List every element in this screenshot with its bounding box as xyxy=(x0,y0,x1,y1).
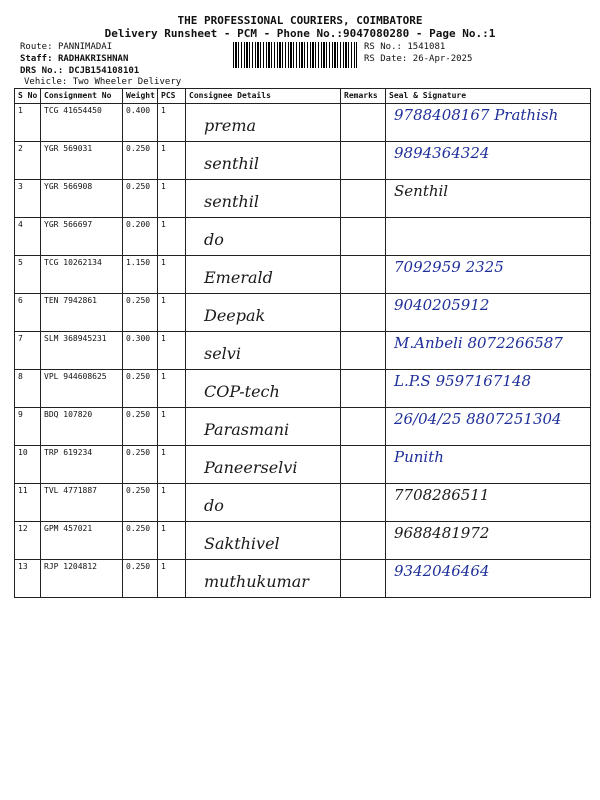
cell-remarks xyxy=(341,180,386,218)
cell-signature xyxy=(386,104,591,142)
cell-sno: 12 xyxy=(15,522,41,560)
cell-consignment: YGR 569031 xyxy=(41,142,123,180)
table-row xyxy=(15,446,591,484)
cell-consignment: TEN 7942861 xyxy=(41,294,123,332)
cell-sno: 11 xyxy=(15,484,41,522)
rs-no-line xyxy=(364,42,445,52)
route-label: Route: xyxy=(20,42,53,52)
cell-sno: 4 xyxy=(15,218,41,256)
signature-handwriting: 9688481972 xyxy=(394,524,490,542)
cell-sno: 9 xyxy=(15,408,41,446)
vehicle-label: Vehicle: xyxy=(24,77,68,87)
cell-pcs: 1 xyxy=(158,218,186,256)
signature-handwriting: Punith xyxy=(394,448,444,466)
table-row xyxy=(15,180,591,218)
cell-remarks xyxy=(341,104,386,142)
cell-pcs: 1 xyxy=(158,522,186,560)
cell-consignment: TRP 619234 xyxy=(41,446,123,484)
cell-pcs: 1 xyxy=(158,332,186,370)
cell-signature xyxy=(386,180,591,218)
cell-signature xyxy=(386,218,591,256)
cell-remarks xyxy=(341,142,386,180)
col-header-consignment: Consignment No xyxy=(41,89,123,104)
cell-pcs: 1 xyxy=(158,142,186,180)
cell-sno: 2 xyxy=(15,142,41,180)
cell-signature xyxy=(386,294,591,332)
cell-weight: 0.250 xyxy=(123,370,158,408)
cell-consignment: VPL 944608625 xyxy=(41,370,123,408)
table-header-row xyxy=(15,89,591,104)
col-header-signature: Seal & Signature xyxy=(386,89,591,104)
signature-handwriting: M.Anbeli 8072266587 xyxy=(394,334,563,352)
cell-consignment: YGR 566908 xyxy=(41,180,123,218)
rs-date-label: RS Date: xyxy=(364,54,408,64)
table-row xyxy=(15,408,591,446)
consignee-handwriting: senthil xyxy=(204,192,259,211)
cell-remarks xyxy=(341,370,386,408)
cell-signature xyxy=(386,332,591,370)
cell-consignment: GPM 457021 xyxy=(41,522,123,560)
consignee-handwriting: Parasmani xyxy=(204,420,290,439)
cell-consignee xyxy=(186,332,341,370)
cell-consignment: TVL 4771887 xyxy=(41,484,123,522)
cell-pcs: 1 xyxy=(158,408,186,446)
cell-pcs: 1 xyxy=(158,484,186,522)
cell-consignee xyxy=(186,218,341,256)
vehicle-line xyxy=(24,77,181,87)
drs-value: DCJB154108101 xyxy=(68,66,140,76)
cell-consignment: SLM 368945231 xyxy=(41,332,123,370)
cell-remarks xyxy=(341,484,386,522)
cell-weight: 0.200 xyxy=(123,218,158,256)
table-row xyxy=(15,484,591,522)
cell-remarks xyxy=(341,218,386,256)
cell-consignee xyxy=(186,522,341,560)
cell-sno: 6 xyxy=(15,294,41,332)
cell-weight: 0.250 xyxy=(123,294,158,332)
table-row xyxy=(15,332,591,370)
cell-remarks xyxy=(341,446,386,484)
staff-line xyxy=(20,54,128,64)
cell-consignee xyxy=(186,446,341,484)
rs-date-line xyxy=(364,54,472,64)
cell-consignee xyxy=(186,256,341,294)
table-body xyxy=(15,104,591,598)
cell-consignee xyxy=(186,560,341,598)
consignee-handwriting: Paneerselvi xyxy=(204,458,298,477)
consignee-handwriting: Deepak xyxy=(204,306,266,325)
cell-weight: 0.250 xyxy=(123,446,158,484)
cell-consignee xyxy=(186,104,341,142)
runsheet-table xyxy=(14,88,591,598)
consignee-handwriting: do xyxy=(204,230,224,249)
consignee-handwriting: selvi xyxy=(204,344,241,363)
cell-signature xyxy=(386,256,591,294)
cell-pcs: 1 xyxy=(158,104,186,142)
cell-signature xyxy=(386,522,591,560)
cell-consignee xyxy=(186,408,341,446)
cell-weight: 0.250 xyxy=(123,484,158,522)
barcode xyxy=(233,42,357,68)
cell-signature xyxy=(386,446,591,484)
signature-handwriting: 9342046464 xyxy=(394,562,490,580)
cell-consignee xyxy=(186,370,341,408)
table-row xyxy=(15,142,591,180)
cell-remarks xyxy=(341,560,386,598)
cell-pcs: 1 xyxy=(158,560,186,598)
cell-consignee xyxy=(186,142,341,180)
signature-handwriting: 9788408167 Prathish xyxy=(394,106,559,124)
cell-sno: 7 xyxy=(15,332,41,370)
cell-sno: 3 xyxy=(15,180,41,218)
company-title: THE PROFESSIONAL COURIERS, COIMBATORE xyxy=(177,14,423,27)
cell-consignment: RJP 1204812 xyxy=(41,560,123,598)
route-line xyxy=(20,42,112,52)
signature-handwriting: 26/04/25 8807251304 xyxy=(394,410,562,428)
drs-label: DRS No.: xyxy=(20,66,64,76)
cell-sno: 1 xyxy=(15,104,41,142)
signature-handwriting: 7708286511 xyxy=(394,486,490,504)
cell-signature xyxy=(386,142,591,180)
cell-pcs: 1 xyxy=(158,256,186,294)
cell-remarks xyxy=(341,332,386,370)
signature-handwriting: 9040205912 xyxy=(394,296,490,314)
table-row xyxy=(15,522,591,560)
cell-pcs: 1 xyxy=(158,446,186,484)
cell-weight: 0.250 xyxy=(123,408,158,446)
table-row xyxy=(15,294,591,332)
cell-sno: 10 xyxy=(15,446,41,484)
cell-weight: 0.250 xyxy=(123,560,158,598)
cell-sno: 5 xyxy=(15,256,41,294)
cell-consignee xyxy=(186,294,341,332)
cell-pcs: 1 xyxy=(158,370,186,408)
cell-consignment: TCG 10262134 xyxy=(41,256,123,294)
rs-no-value: 1541081 xyxy=(407,42,446,52)
cell-consignee xyxy=(186,484,341,522)
signature-handwriting: Senthil xyxy=(394,182,449,200)
route-value: PANNIMADAI xyxy=(57,42,113,52)
table-row xyxy=(15,218,591,256)
cell-weight: 0.400 xyxy=(123,104,158,142)
drs-line xyxy=(20,66,139,76)
col-header-sno: S No xyxy=(15,89,41,104)
consignee-handwriting: do xyxy=(204,496,224,515)
table-row xyxy=(15,370,591,408)
rs-no-label: RS No.: xyxy=(364,42,402,52)
cell-weight: 1.150 xyxy=(123,256,158,294)
cell-consignment: TCG 41654450 xyxy=(41,104,123,142)
col-header-pcs: PCS xyxy=(158,89,186,104)
staff-value: RADHAKRISHNAN xyxy=(57,54,129,64)
consignee-handwriting: prema xyxy=(204,116,257,135)
signature-handwriting: 7092959 2325 xyxy=(394,258,504,276)
cell-remarks xyxy=(341,294,386,332)
cell-signature xyxy=(386,370,591,408)
cell-weight: 0.250 xyxy=(123,180,158,218)
cell-consignment: YGR 566697 xyxy=(41,218,123,256)
consignee-handwriting: senthil xyxy=(204,154,259,173)
table-row xyxy=(15,104,591,142)
signature-handwriting: 9894364324 xyxy=(394,144,490,162)
cell-pcs: 1 xyxy=(158,180,186,218)
table-row xyxy=(15,256,591,294)
cell-signature xyxy=(386,408,591,446)
table-row xyxy=(15,560,591,598)
consignee-handwriting: Sakthivel xyxy=(204,534,280,553)
consignee-handwriting: COP-tech xyxy=(204,382,280,401)
signature-handwriting: L.P.S 9597167148 xyxy=(394,372,532,390)
cell-sno: 8 xyxy=(15,370,41,408)
cell-sno: 13 xyxy=(15,560,41,598)
cell-weight: 0.300 xyxy=(123,332,158,370)
cell-consignee xyxy=(186,180,341,218)
cell-consignment: BDQ 107820 xyxy=(41,408,123,446)
cell-weight: 0.250 xyxy=(123,522,158,560)
consignee-handwriting: Emerald xyxy=(204,268,273,287)
staff-label: Staff: xyxy=(20,54,53,64)
rs-date-value: 26-Apr-2025 xyxy=(412,54,473,64)
cell-remarks xyxy=(341,408,386,446)
cell-signature xyxy=(386,484,591,522)
consignee-handwriting: muthukumar xyxy=(204,572,309,591)
col-header-remarks: Remarks xyxy=(341,89,386,104)
col-header-weight: Weight xyxy=(123,89,158,104)
col-header-consignee: Consignee Details xyxy=(186,89,341,104)
cell-signature xyxy=(386,560,591,598)
cell-weight: 0.250 xyxy=(123,142,158,180)
cell-pcs: 1 xyxy=(158,294,186,332)
cell-remarks xyxy=(341,522,386,560)
vehicle-value: Two Wheeler Delivery xyxy=(72,77,182,87)
cell-remarks xyxy=(341,256,386,294)
runsheet-subtitle: Delivery Runsheet - PCM - Phone No.:9047080280 - Page No.:1 xyxy=(104,27,496,40)
